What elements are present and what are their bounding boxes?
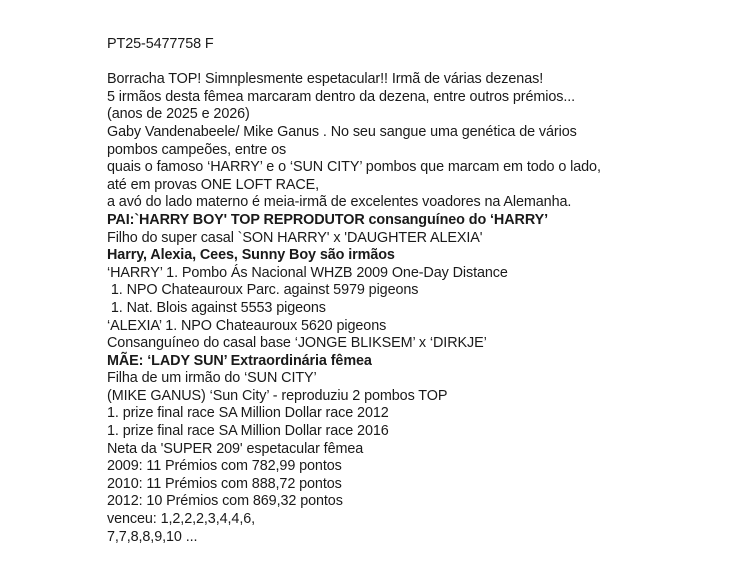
father-heading: PAI:`HARRY BOY' TOP REPRODUTOR consanguíneo do ‘HARRY’ (107, 211, 548, 228)
mother-heading: MÃE: ‘LADY SUN’ Extraordinária fêmea (107, 352, 372, 369)
father-detail-line: ‘ALEXIA’ 1. NPO Chateauroux 5620 pigeons (107, 317, 387, 334)
mother-detail-line: venceu: 1,2,2,2,3,4,4,6, (107, 511, 256, 528)
pedigree-document (107, 36, 747, 546)
mother-detail-line: 2012: 10 Prémios com 869,32 pontos (107, 493, 343, 510)
intro-line: Borracha TOP! Simnplesmente espetacular!! Irmã de várias dezenas! (107, 71, 544, 88)
intro-line: (anos de 2025 e 2026) (107, 106, 250, 123)
mother-detail-line: 7,7,8,8,9,10 ... (107, 528, 198, 545)
mother-detail-line: (MIKE GANUS) ‘Sun City’ - reproduziu 2 pombos TOP (107, 387, 448, 404)
intro-line: até em provas ONE LOFT RACE, (107, 176, 320, 193)
intro-paragraph (107, 71, 747, 212)
mother-detail-line: Filha de um irmão do ‘SUN CITY’ (107, 370, 317, 387)
father-detail-line: 1. Nat. Blois against 5553 pigeons (107, 299, 326, 316)
mother-details (107, 370, 747, 546)
intro-line: Gaby Vandenabeele/ Mike Ganus . No seu sangue uma genética de vários (107, 123, 577, 140)
mother-detail-line: 2009: 11 Prémios com 782,99 pontos (107, 458, 342, 475)
intro-line: quais o famoso ‘HARRY’ e o ‘SUN CITY’ pombos que marcam em todo o lado, (107, 159, 601, 176)
mother-detail-line: 1. prize final race SA Million Dollar race 2016 (107, 423, 389, 440)
intro-line: a avó do lado materno é meia-irmã de excelentes voadores na Alemanha. (107, 194, 572, 211)
father-detail-line: ‘HARRY’ 1. Pombo Ás Nacional WHZB 2009 One-Day Distance (107, 264, 508, 281)
mother-detail-line: 1. prize final race SA Million Dollar race 2012 (107, 405, 389, 422)
spacer (107, 54, 747, 72)
intro-line: pombos campeões, entre os (107, 141, 287, 158)
father-detail-line: Consanguíneo do casal base ‘JONGE BLIKSEM’ x ‘DIRKJE’ (107, 335, 487, 352)
mother-detail-line: Neta da 'SUPER 209' espetacular fêmea (107, 440, 364, 457)
mother-detail-line: 2010: 11 Prémios com 888,72 pontos (107, 475, 342, 492)
ring-number: PT25-5477758 F (107, 36, 214, 52)
father-detail-line: 1. NPO Chateauroux Parc. against 5979 pigeons (107, 282, 419, 299)
father-parents: Filho do super casal `SON HARRY' x 'DAUGHTER ALEXIA' (107, 229, 483, 246)
father-details (107, 265, 747, 353)
siblings-heading: Harry, Alexia, Cees, Sunny Boy são irmãos (107, 247, 395, 264)
intro-line: 5 irmãos desta fêmea marcaram dentro da dezena, entre outros prémios... (107, 88, 576, 105)
